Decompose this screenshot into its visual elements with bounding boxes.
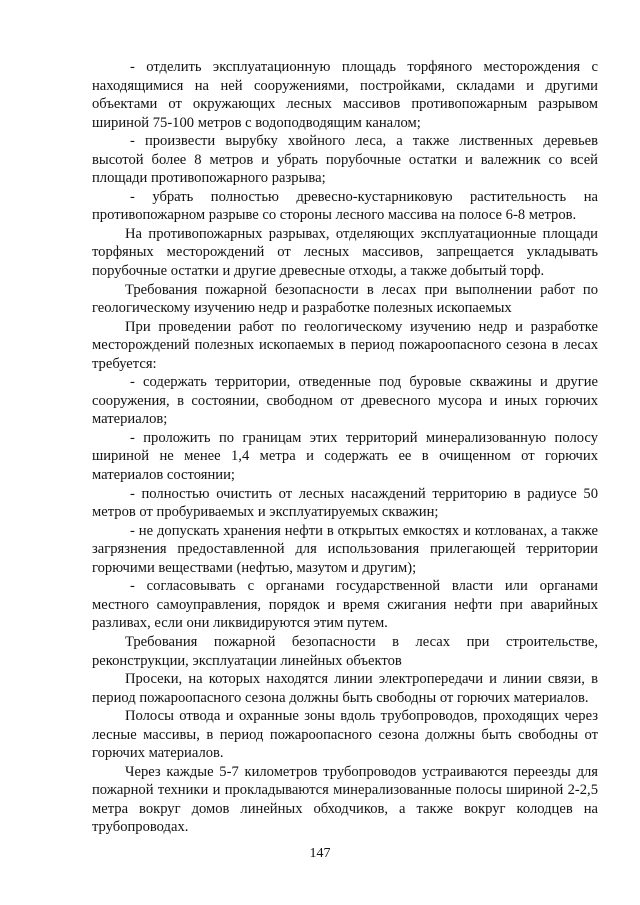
page-number: 147 [309, 846, 331, 861]
section-heading: Требования пожарной безопасности в лесах при строительстве, реконструкции, эксплуатации линейных объектов [92, 633, 598, 669]
section-heading: Требования пожарной безопасности в лесах при выполнении работ по геологическому изучению недр и разработке полезных ископаемых [92, 281, 598, 317]
document-body [92, 58, 598, 837]
paragraph: - произвести вырубку хвойного леса, а также лиственных деревьев высотой более 8 метров и убрать порубочные остатки и валежник со всей площади противопожарного разрыва; [92, 133, 598, 187]
paragraph: Просеки, на которых находятся линии электропередачи и линии связи, в период пожароопасного сезона должны быть свободны от горючих материалов. [92, 671, 598, 706]
paragraph: - полностью очистить от лесных насаждений территорию в радиусе 50 метров от пробуриваемых и эксплуатируемых скважин; [92, 485, 598, 521]
paragraph: - проложить по границам этих территорий минерализованную полосу шириной не менее 1,4 метра и содержать ее в очищенном от горючих материалов состоянии; [92, 429, 598, 484]
paragraph: - содержать территории, отведенные под буровые скважины и другие сооружения, в состоянии, свободном от древесного мусора и иных горючих материалов; [92, 374, 598, 428]
paragraph: - согласовывать с органами государственной власти или органами местного самоуправления, порядок и время сжигания нефти при аварийных разливах, если они ликвидируются этим путем. [92, 578, 598, 632]
paragraph: - отделить эксплуатационную площадь торфяного месторождения с находящимися на ней сооружениями, постройками, складами и другими объектами от окружающих лесных массивов противопожарным разрывом шириной 75-100 метров с водоподводящим каналом; [92, 59, 598, 131]
paragraph: При проведении работ по геологическому изучению недр и разработке месторождений полезных ископаемых в период пожароопасного сезона в лесах требуется: [92, 318, 598, 372]
paragraph: На противопожарных разрывах, отделяющих эксплуатационные площади торфяных месторождений от лесных массивов, запрещается укладывать порубочные остатки и другие древесные отходы, а также добытый торф. [92, 225, 598, 280]
paragraph: Через каждые 5-7 километров трубопроводов устраиваются переезды для пожарной техники и прокладываются минерализованные полосы шириной 2-2,5 метра вокруг домов линейных обходчиков, а также вокруг колодцев на трубопроводах. [92, 763, 598, 836]
paragraph: - не допускать хранения нефти в открытых емкостях и котлованах, а также загрязнения предоставленной для использования прилегающей территории горючими веществами (нефтью, мазутом и другим); [92, 522, 598, 576]
paragraph: - убрать полностью древесно-кустарниковую растительность на противопожарном разрыве со стороны лесного массива на полосе 6-8 метров. [92, 188, 598, 224]
paragraph: Полосы отвода и охранные зоны вдоль трубопроводов, проходящих через лесные массивы, в период пожароопасного сезона должны быть свободны от горючих материалов. [92, 708, 598, 762]
